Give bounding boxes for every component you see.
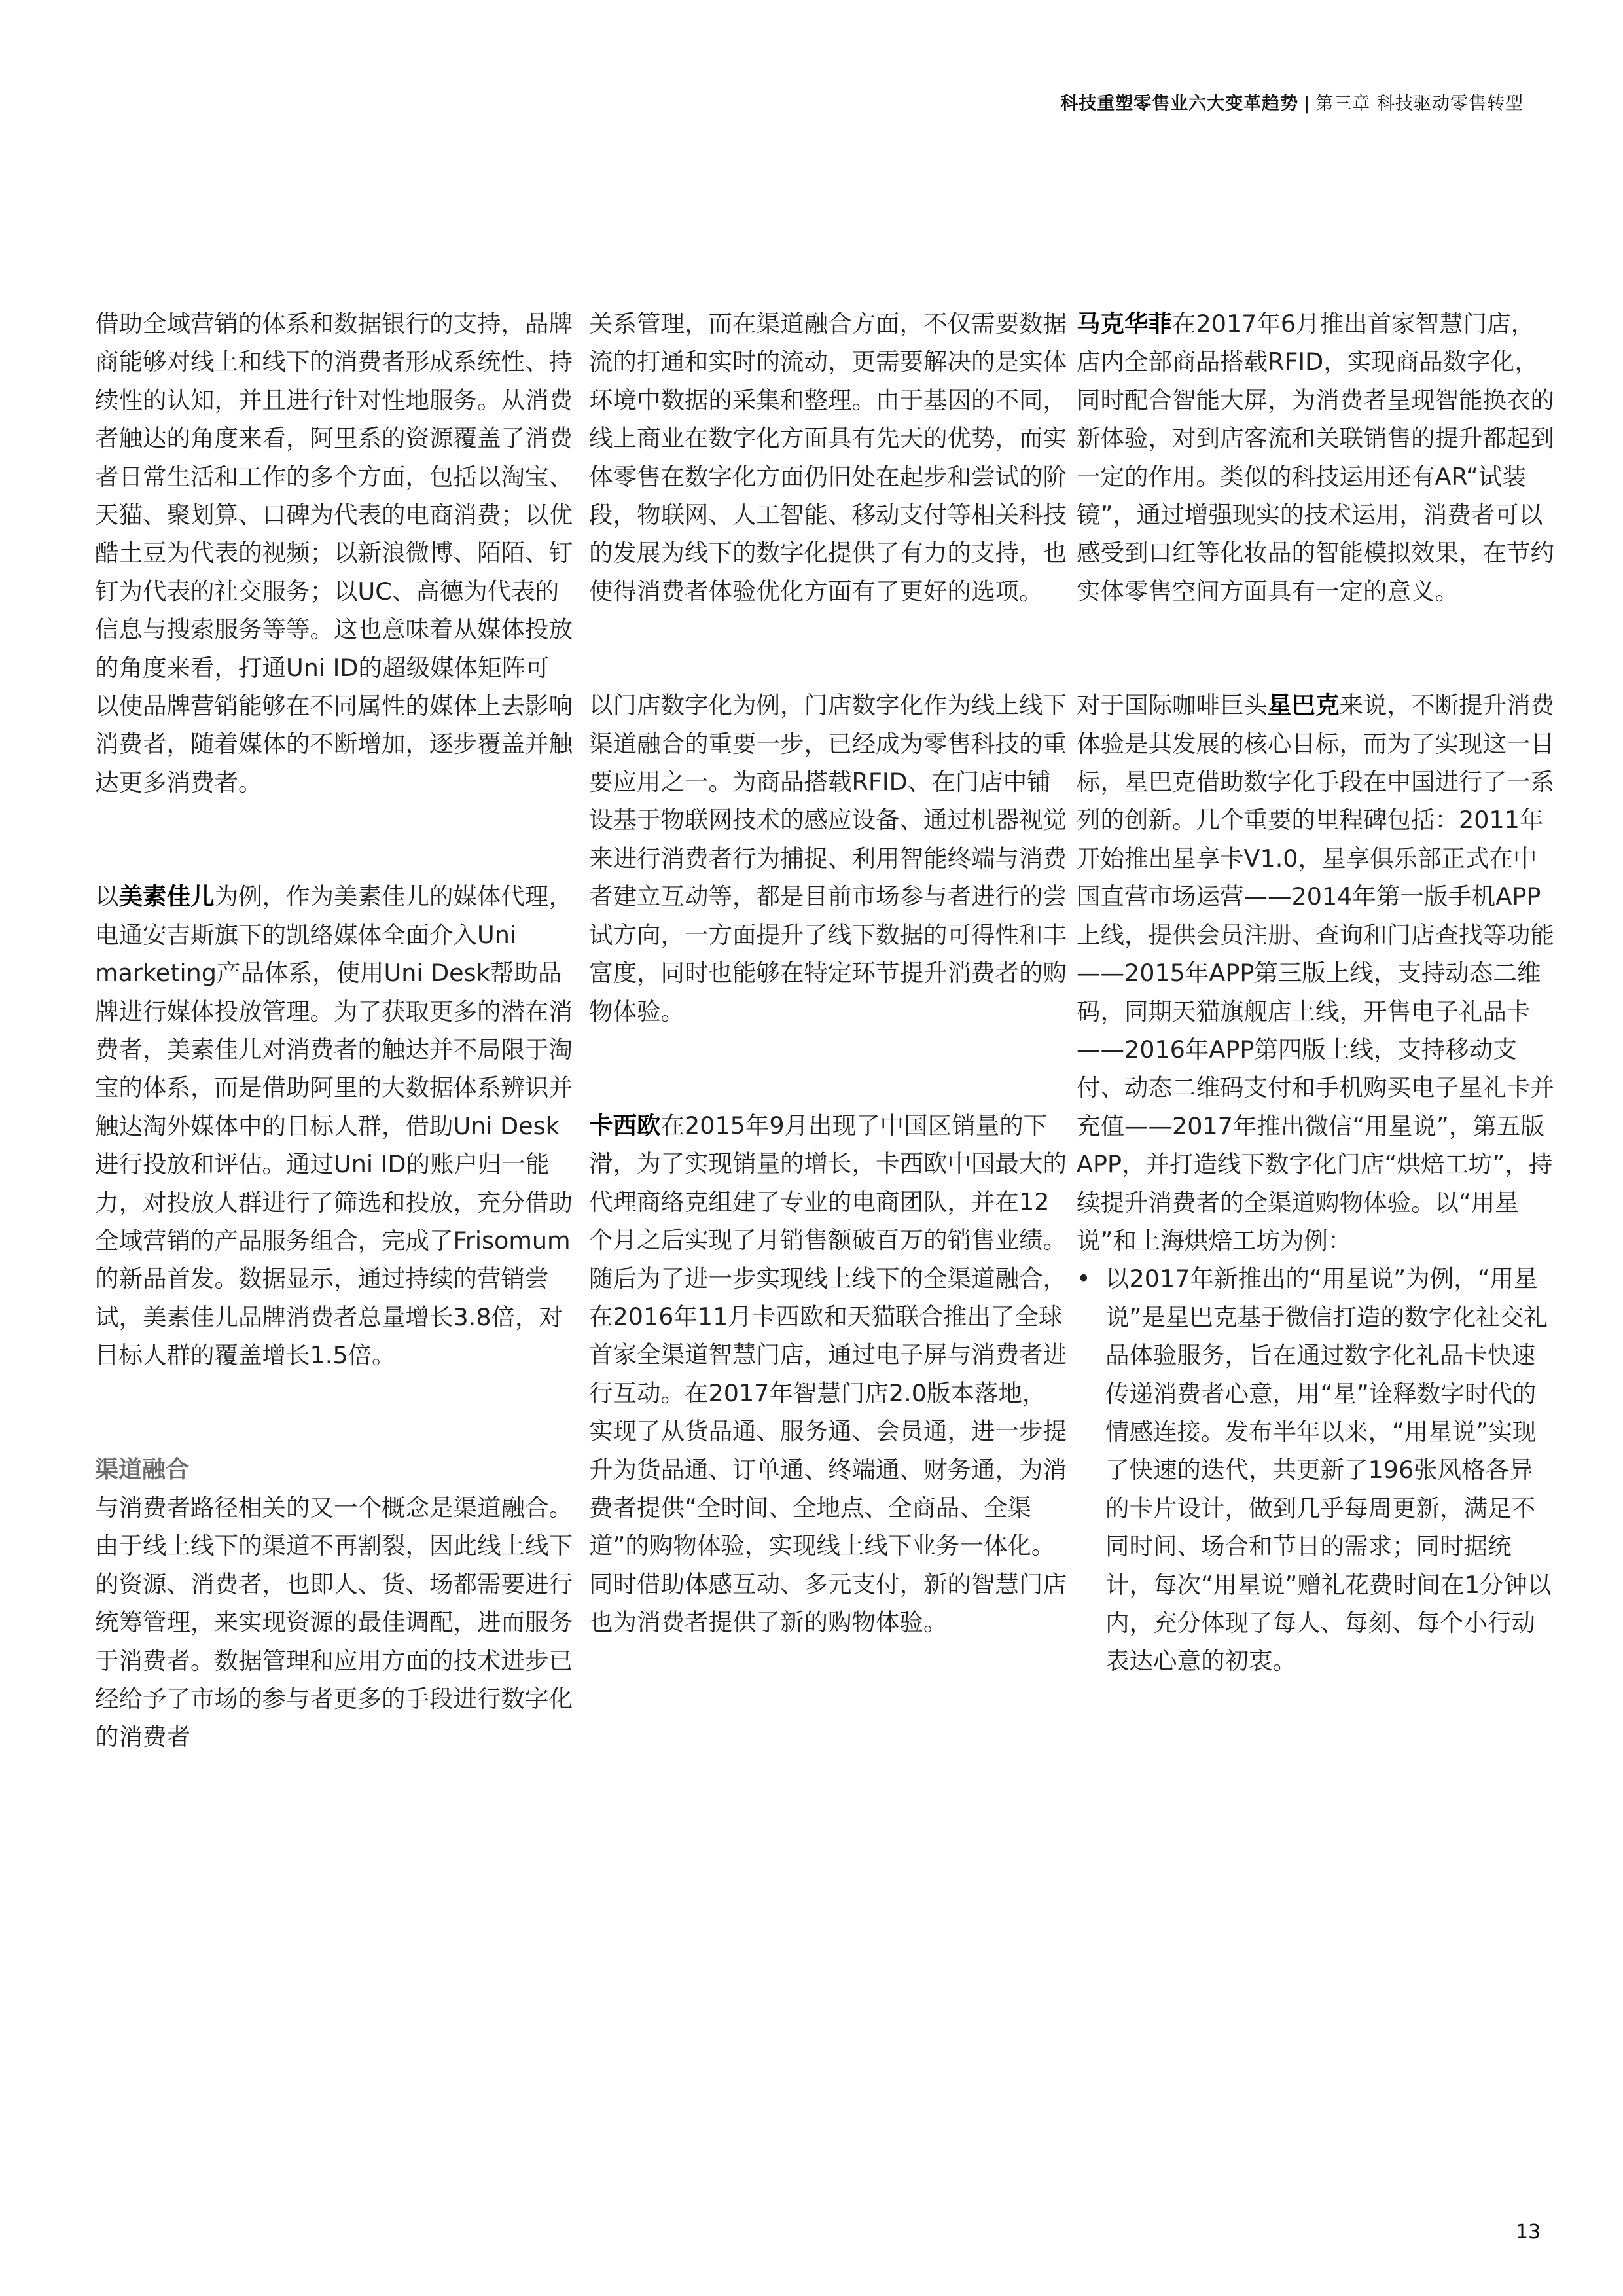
column-left	[95, 305, 573, 1757]
bullet-item-yongxingshuo	[1077, 1260, 1554, 1680]
brand-name-casio: 卡西欧	[589, 1111, 661, 1139]
brand-name-starbucks: 星巴克	[1268, 691, 1340, 720]
report-title: 科技重塑零售业六大变革趋势	[1060, 94, 1299, 114]
paragraph-starbucks-case	[1077, 687, 1554, 1260]
text-body: 来说，不断提升消费体验是其发展的核心目标，而为了实现这一目标，星巴克借助数字化手段在中国进行了一系列的创新。几个重要的里程碑包括：2011年开始推出星享卡V1.0，星享俱乐部正式在中国直营市场运营——2014年第一版手机APP上线，提供会员注册、查询和门店查找等功能——2015年APP第三版上线，支持动态二维码，同期天猫旗舰店上线，开售电子礼品卡——2016年APP第四版上线，支持移动支付、动态二维码支付和手机购买电子星礼卡并充值——2017年推出微信“用星说”，第五版APP，并打造线下数字化门店“烘焙工坊”，持续提升消费者的全渠道购物体验。以“用星说”和上海烘焙工坊为例：	[1077, 691, 1554, 1255]
text-body: 在2015年9月出现了中国区销量的下滑，为了实现销量的增长，卡西欧中国最大的代理商络克组建了专业的电商团队，并在12个月之后实现了月销售额破百万的销售业绩。随后为了进一步实现线上线下的全渠道融合，在2016年11月卡西欧和天猫联合推出了全球首家全渠道智慧门店，通过电子屏与消费者进行互动。在2017年智慧门店2.0版本落地，实现了从货品通、服务通、会员通，进一步提升为货品通、订单通、终端通、财务通，为消费者提供“全时间、全地点、全商品、全渠道”的购物体验，实现线上线下业务一体化。同时借助体感互动、多元支付，新的智慧门店也为消费者提供了新的购物体验。	[589, 1111, 1067, 1637]
paragraph-omni-marketing: 借助全域营销的体系和数据银行的支持，品牌商能够对线上和线下的消费者形成系统性、持续性的认知，并且进行针对性地服务。从消费者触达的角度来看，阿里系的资源覆盖了消费者日常生活和工作的多个方面，包括以淘宝、天猫、聚划算、口碑为代表的电商消费；以优酷土豆为代表的视频；以新浪微博、陌陌、钉钉为代表的社交服务；以UC、高德为代表的信息与搜索服务等等。这也意味着从媒体投放的角度来看，打通Uni ID的超级媒体矩阵可以使品牌营销能够在不同属性的媒体上去影响消费者，随着媒体的不断增加，逐步覆盖并触达更多消费者。	[95, 310, 573, 797]
paragraph-relationship-management: 关系管理，而在渠道融合方面，不仅需要数据流的打通和实时的流动，更需要解决的是实体环境中数据的采集和整理。由于基因的不同，线上商业在数字化方面具有先天的优势，而实体零售在数字化方面仍旧处在起步和尝试的阶段，物联网、人工智能、移动支付等相关科技的发展为线下的数字化提供了有力的支持，也使得消费者体验优化方面有了更好的选项。	[589, 310, 1067, 605]
brand-name-markfairwhale: 马克华菲	[1077, 310, 1172, 338]
text-lead: 对于国际咖啡巨头	[1077, 691, 1268, 720]
header-separator: |	[1304, 94, 1311, 114]
text-lead: 以	[95, 882, 119, 911]
section-heading-channel-fusion: 渠道融合	[95, 1456, 190, 1483]
paragraph-channel-fusion: 与消费者路径相关的又一个概念是渠道融合。由于线上线下的渠道不再割裂，因此线上线下的资源、消费者，也即人、货、场都需要进行统筹管理，来实现资源的最佳调配，进而服务于消费者。数据管理和应用方面的技术进步已经给予了市场的参与者更多的手段进行数字化的消费者	[95, 1493, 573, 1751]
paragraph-friso-case	[95, 878, 573, 1374]
bullet-text: 以2017年新推出的“用星说”为例，“用星说”是星巴克基于微信打造的数字化社交礼品体验服务，旨在通过数字化礼品卡快速传递消费者心意，用“星”诠释数字时代的情感连接。发布半年以来，“用星说”实现了快速的迭代，共更新了196张风格各异的卡片设计，做到几乎每周更新，满足不同时间、场合和节日的需求；同时据统计，每次“用星说”赠礼花费时间在1分钟以内，充分体现了每人、每刻、每个小行动表达心意的初衷。	[1105, 1265, 1552, 1676]
paragraph-markfairwhale-case	[1077, 305, 1554, 611]
page-number: 13	[1516, 2221, 1541, 2244]
brand-name-friso: 美素佳儿	[118, 882, 215, 911]
chapter-title: 第三章 科技驱动零售转型	[1315, 94, 1524, 114]
paragraph-store-digitalization: 以门店数字化为例，门店数字化作为线上线下渠道融合的重要一步，已经成为零售科技的重要应用之一。为商品搭载RFID、在门店中铺设基于物联网技术的感应设备、通过机器视觉来进行消费者行为捕捉、利用智能终端与消费者建立互动等，都是目前市场参与者进行的尝试方向，一方面提升了线下数据的可得性和丰富度，同时也能够在特定环节提升消费者的购物体验。	[589, 691, 1067, 1026]
paragraph-casio-case	[589, 1107, 1067, 1642]
text-body: 为例，作为美素佳儿的媒体代理，电通安吉斯旗下的凯络媒体全面介入Uni marketing产品体系，使用Uni Desk帮助品牌进行媒体投放管理。为了获取更多的潜在消费者，美素佳儿对消费者的触达并不局限于淘宝的体系，而是借助阿里的大数据体系辨识并触达淘外媒体中的目标人群，借助Uni Desk进行投放和评估。通过Uni ID的账户归一能力，对投放人群进行了筛选和投放，充分借助全域营销的产品服务组合，完成了Frisomum的新品首发。数据显示，通过持续的营销尝试，美素佳儿品牌消费者总量增长3.8倍，对目标人群的覆盖增长1.5倍。	[95, 882, 573, 1370]
text-body: 在2017年6月推出首家智慧门店，店内全部商品搭载RFID，实现商品数字化，同时配合智能大屏，为消费者呈现智能换衣的新体验，对到店客流和关联销售的提升都起到一定的作用。类似的科技运用还有AR“试装镜”，通过增强现实的技术运用，消费者可以感受到口红等化妆品的智能模拟效果，在节约实体零售空间方面具有一定的意义。	[1077, 310, 1554, 605]
running-header	[1060, 89, 1524, 115]
bullet-icon: •	[1077, 1265, 1091, 1293]
column-right	[1077, 305, 1554, 1681]
column-middle	[589, 305, 1067, 1642]
